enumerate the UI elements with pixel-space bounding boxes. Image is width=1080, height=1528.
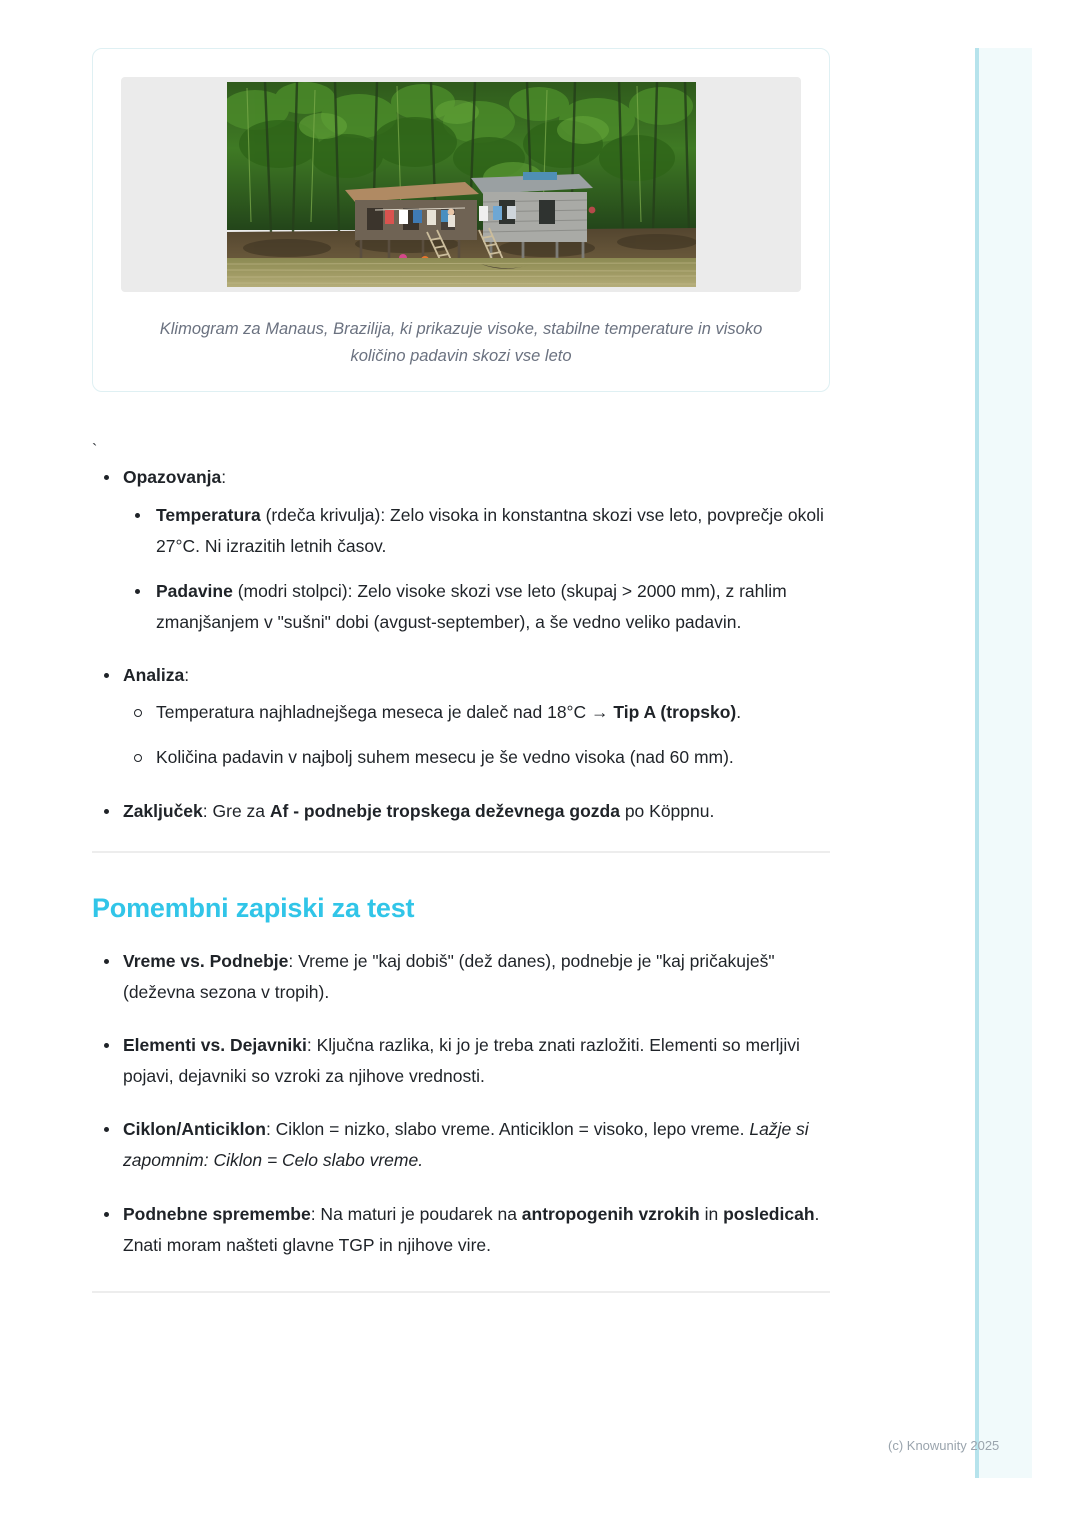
conclusion-mid: : Gre za [202, 800, 270, 821]
elements-vs-factors-term: Elementi vs. Dejavniki [123, 1034, 307, 1055]
document-content [92, 0, 830, 1293]
stray-backtick-text: ` [92, 442, 98, 460]
analysis-sublist [123, 697, 830, 773]
cyclone-description: : Ciklon = nizko, slabo vreme. Anticiklon = visoko, lepo vreme. [265, 1119, 750, 1140]
analysis-temp-pre: Temperatura najhladnejšega meseca je daleč nad 18°C → [156, 702, 614, 723]
cyclone-term: Ciklon/Anticiklon [123, 1119, 266, 1140]
climate-change-term: Podnebne spremembe [123, 1203, 311, 1224]
list-item-analysis-precipitation [123, 742, 830, 773]
observations-heading-suffix: : [221, 467, 227, 488]
list-item-elements-vs-factors [92, 1030, 830, 1092]
observations-heading: Opazovanja [123, 467, 222, 488]
analysis-precip-text: Količina padavin v najbolj suhem mesecu je še vedno visoka (nad 60 mm). [156, 747, 734, 768]
figure-caption: Klimogram za Manaus, Brazilija, ki prikazuje visoke, stabilne temperature in visoko količino padavin skozi vse leto [159, 320, 763, 365]
analysis-heading: Analiza [123, 665, 185, 686]
analysis-heading-suffix: : [184, 665, 190, 686]
climate-change-text-2: in [699, 1203, 724, 1224]
list-item-temperature [123, 500, 830, 562]
list-item-conclusion [92, 796, 830, 827]
exam-notes-list [92, 946, 830, 1261]
list-item-precipitation [123, 576, 830, 638]
list-item-observations [92, 462, 830, 638]
right-side-rail-accent-line [975, 48, 979, 1478]
climate-change-text-1: : Na maturi je poudarek na [310, 1203, 522, 1224]
conclusion-lead: Zaključek [123, 800, 203, 821]
section-divider-top [92, 851, 830, 853]
weather-vs-climate-description: : Vreme je "kaj dobiš" (dež danes), podnebje je "kaj pričakuješ" (deževna sezona v tropih). [123, 950, 775, 1002]
list-item-analysis [92, 660, 830, 773]
list-item-climate-change [92, 1199, 830, 1261]
list-item-analysis-temperature [123, 697, 830, 728]
copyright-watermark: (c) Knowunity 2025 [888, 1438, 1000, 1453]
elements-vs-factors-description: : Ključna razlika, ki jo je treba znati razložiti. Elementi so merljivi pojavi, dejavniki so vzroki za njihove vrednosti. [123, 1034, 800, 1087]
precipitation-description: (modri stolpci): Zelo visoke skozi vse leto (skupaj > 2000 mm), z rahlim zmanjšanjem v "sušni" dobi (avgust-september), a še vedno veliko padavin. [156, 580, 787, 632]
observations-sublist [123, 500, 830, 639]
analysis-temp-type: Tip A (tropsko) [613, 702, 737, 723]
temperature-description: (rdeča krivulja): Zelo visoka in konstantna skozi vse leto, povprečje okoli 27°C. Ni izrazitih letnih časov. [156, 504, 824, 556]
figure-card [92, 48, 830, 392]
amazon-stilt-houses-photo [227, 82, 696, 287]
climate-change-bold-2: antropogenih vzrokih [521, 1203, 700, 1224]
figure-image-frame [121, 77, 801, 292]
cyclone-mnemonic: Lažje si zapomnim: Ciklon = Celo slabo vreme. [123, 1119, 809, 1171]
weather-vs-climate-term: Vreme vs. Podnebje [123, 950, 289, 971]
conclusion-tail: po Köppnu. [619, 800, 715, 821]
temperature-term: Temperatura [156, 504, 261, 525]
list-item-cyclone-anticyclone [92, 1114, 830, 1176]
right-side-rail-panel [975, 48, 1032, 1478]
climate-change-text-3: . Znati moram našteti glavne TGP in njihove vire. [123, 1203, 820, 1255]
precipitation-term: Padavine [156, 580, 233, 601]
analysis-temp-post: . [736, 702, 742, 723]
conclusion-term: Af - podnebje tropskega deževnega gozda [269, 800, 620, 821]
section-divider-bottom [92, 1291, 830, 1293]
observations-analysis-list [92, 462, 830, 826]
climate-change-bold-3: posledicah [723, 1203, 815, 1224]
page-title-exam-notes: Pomembni zapiski za test [92, 892, 415, 923]
list-item-weather-vs-climate [92, 946, 830, 1008]
